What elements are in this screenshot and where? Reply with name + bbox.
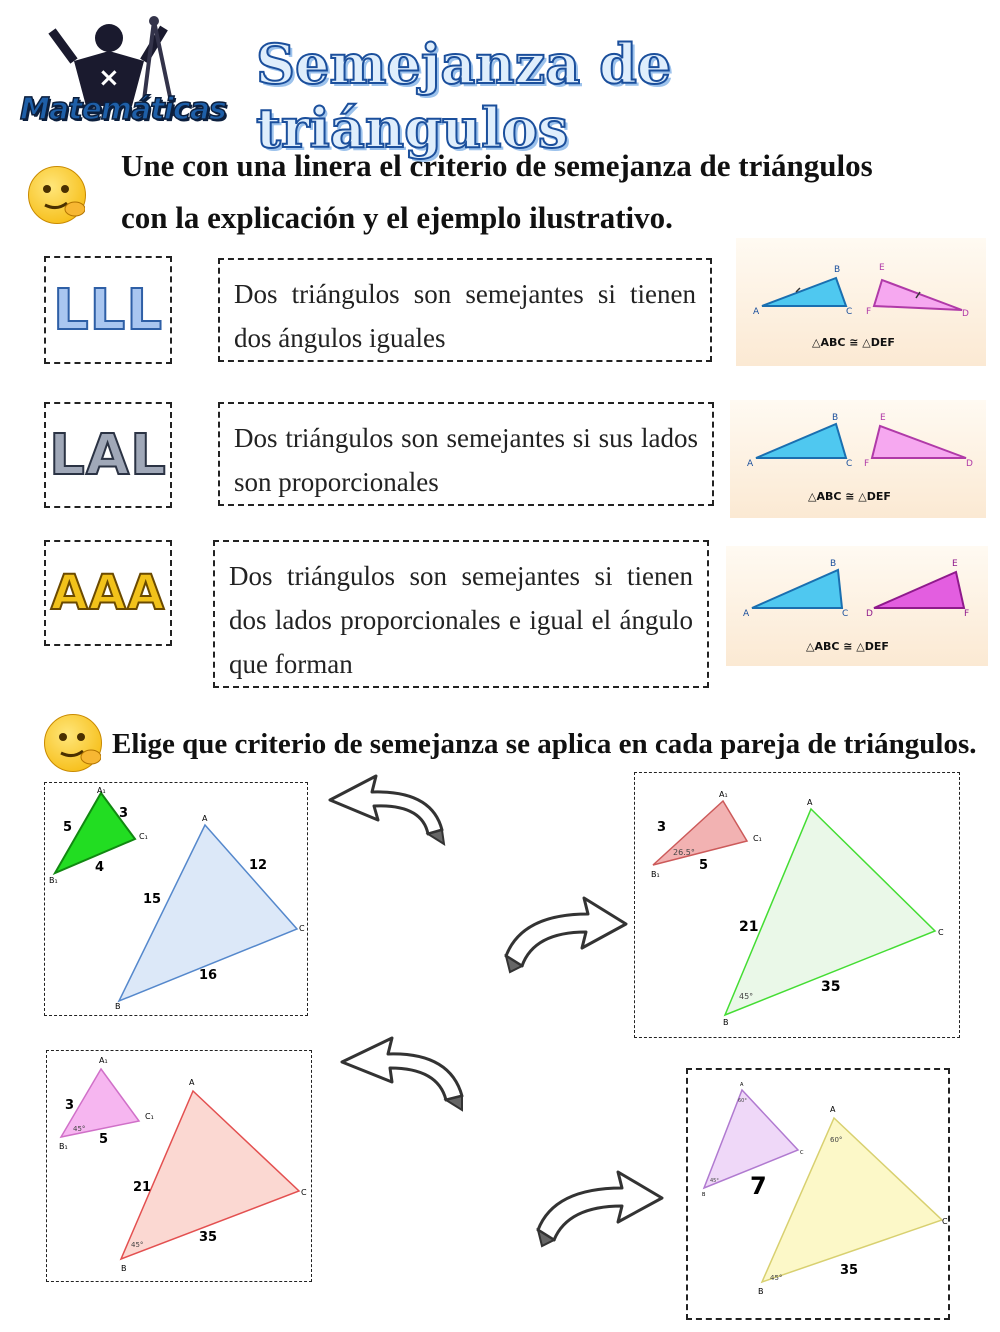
side-label: 7 (750, 1172, 767, 1200)
vertex-label: B₁ (651, 870, 660, 879)
vertex-label: C (938, 928, 944, 937)
vertex-label: C (800, 1150, 804, 1156)
side-label: 21 (133, 1180, 152, 1195)
example-image[interactable] (726, 546, 988, 666)
vertex-label: B (115, 1002, 121, 1011)
instruction-2: Elige que criterio de semejanza se aplica en cada pareja de triángulos. (112, 728, 977, 760)
example-caption: △ABC ≅ △DEF (808, 490, 891, 503)
example-caption: △ABC ≅ △DEF (812, 336, 895, 349)
angle-label: 45° (710, 1178, 719, 1184)
vertex-label: C₁ (139, 832, 148, 841)
vertex-label: D (866, 609, 873, 619)
side-label: 35 (821, 979, 841, 995)
vertex-label: F (964, 609, 970, 619)
criterion-box-lal[interactable] (44, 402, 172, 508)
vertex-label: E (879, 263, 885, 273)
vertex-label: D (966, 459, 973, 469)
description-text: Dos triángulos son semejantes si tienen dos lados proporcionales e igual el ángulo que forman (229, 561, 693, 679)
example-image[interactable] (730, 400, 986, 518)
vertex-label: D (962, 309, 969, 319)
svg-text:×: × (98, 63, 120, 93)
vertex-label: B (832, 413, 839, 423)
side-label: 35 (840, 1263, 859, 1278)
vertex-label: A (747, 459, 754, 469)
vertex-label: B₁ (59, 1142, 68, 1151)
vertex-label: C (846, 307, 853, 317)
criterion-box-aaa[interactable] (44, 540, 172, 646)
angle-label: 45° (73, 1125, 86, 1133)
vertex-label: E (880, 413, 886, 423)
curved-arrow-icon (492, 890, 632, 980)
angle-label: 60° (738, 1098, 747, 1104)
page-title: Semejanza de triángulos (256, 32, 672, 160)
description-box[interactable] (218, 258, 712, 362)
instruction-line-1: Une con una linera el criterio de semejanza de triángulos (121, 148, 873, 183)
logo-text: Matemáticas (20, 92, 226, 127)
description-box[interactable] (218, 402, 714, 506)
angle-label: 60° (830, 1136, 843, 1144)
side-label: 15 (143, 892, 162, 907)
vertex-label: A₁ (97, 786, 106, 795)
vertex-label: B (723, 1018, 729, 1027)
triangle-pair-box[interactable] (634, 772, 960, 1038)
vertex-label: B (758, 1287, 764, 1296)
vertex-label: C (299, 924, 305, 933)
example-caption: △ABC ≅ △DEF (806, 640, 889, 653)
curved-arrow-icon (334, 1030, 474, 1116)
vertex-label: B (834, 265, 841, 275)
side-label: 5 (63, 820, 73, 835)
description-box[interactable] (213, 540, 709, 688)
instruction-line-2: con la explicación y el ejemplo ilustrativo. (121, 200, 673, 235)
triangle-pair-box[interactable] (46, 1050, 312, 1282)
triangle-pair-box[interactable] (686, 1068, 950, 1320)
vertex-label: B (830, 559, 837, 569)
curved-arrow-icon (322, 770, 452, 850)
criterion-label: AAA (50, 565, 166, 621)
side-label: 35 (199, 1230, 218, 1245)
vertex-label: C (301, 1188, 307, 1197)
side-label: 21 (739, 919, 759, 935)
vertex-label: C₁ (753, 834, 762, 843)
vertex-label: A₁ (99, 1056, 108, 1065)
thinking-emoji-icon (44, 714, 102, 772)
side-label: 16 (199, 968, 218, 983)
thinking-emoji-icon (28, 166, 86, 224)
vertex-label: F (864, 459, 870, 469)
vertex-label: B (121, 1264, 127, 1273)
side-label: 5 (99, 1132, 109, 1147)
vertex-label: A (189, 1078, 195, 1087)
vertex-label: A (830, 1105, 836, 1114)
example-image[interactable] (736, 238, 986, 366)
description-text: Dos triángulos son semejantes si tienen dos ángulos iguales (234, 279, 696, 353)
angle-label: 45° (131, 1241, 144, 1249)
vertex-label: A (202, 814, 208, 823)
vertex-label: F (866, 307, 872, 317)
vertex-label: E (952, 559, 958, 569)
logo (14, 6, 246, 146)
vertex-label: A (753, 307, 760, 317)
vertex-label: C (846, 459, 853, 469)
vertex-label: B₁ (49, 876, 58, 885)
vertex-label: B (702, 1192, 706, 1198)
angle-label: 45° (739, 992, 754, 1001)
curved-arrow-icon (524, 1164, 668, 1254)
criterion-label: LLL (52, 277, 164, 343)
side-label: 3 (657, 820, 667, 835)
side-label: 4 (95, 860, 105, 875)
side-label: 12 (249, 858, 268, 873)
angle-label: 26.5° (673, 848, 695, 857)
angle-label: 45° (770, 1274, 783, 1282)
vertex-label: C (842, 609, 849, 619)
vertex-label: A₁ (719, 790, 728, 799)
triangle-pair-box[interactable] (44, 782, 308, 1016)
vertex-label: A (743, 609, 750, 619)
vertex-label: C (942, 1217, 948, 1226)
description-text: Dos triángulos son semejantes si sus lados son proporcionales (234, 423, 698, 497)
vertex-label: A (740, 1082, 744, 1088)
criterion-box-lll[interactable] (44, 256, 172, 364)
vertex-label: C₁ (145, 1112, 154, 1121)
side-label: 5 (699, 858, 709, 873)
criterion-label: LAL (49, 422, 167, 488)
side-label: 3 (65, 1098, 75, 1113)
vertex-label: A (807, 798, 813, 807)
side-label: 3 (119, 806, 129, 821)
